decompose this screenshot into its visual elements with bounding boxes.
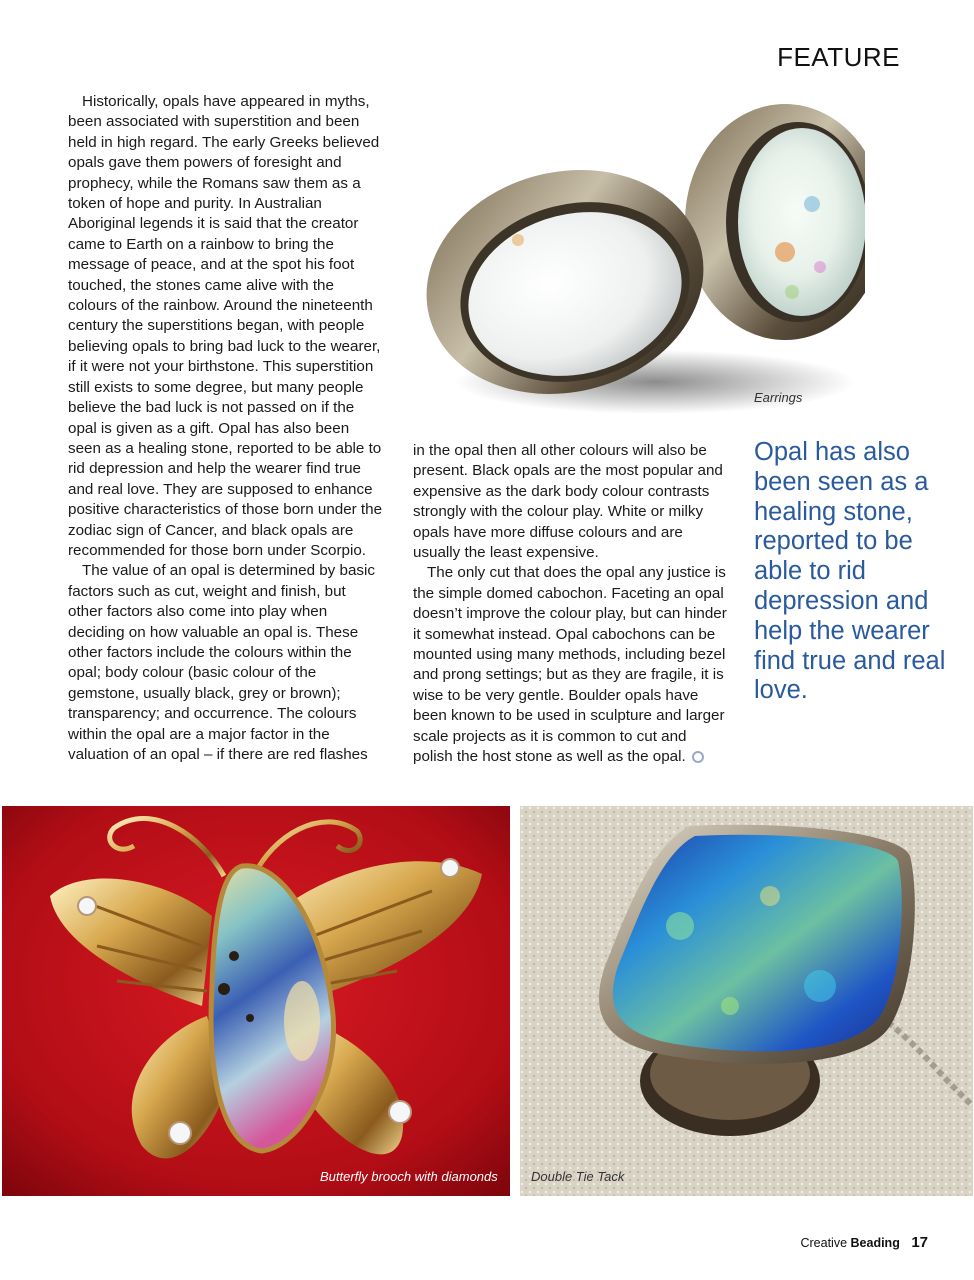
magazine-name-bold: Beading (850, 1236, 900, 1250)
pull-quote: Opal has also been seen as a healing stone, reported to be able to rid depression and help the wearer find true and real love. (754, 438, 946, 705)
butterfly-brooch-photo (2, 806, 510, 1196)
page-number: 17 (911, 1234, 928, 1251)
earrings-photo (420, 92, 865, 414)
section-label: FEATURE (777, 42, 900, 72)
end-of-article-icon (692, 751, 704, 763)
body-column-1 (68, 92, 384, 765)
paragraph: Historically, opals have appeared in myths, been associated with superstition and been held in high regard. The early Greeks believed opals gave them powers of foresight and prophecy, while the Romans saw them as a token of hope and purity. In Australian Aboriginal legends it is said that the creator came to Earth on a rainbow to bring the message of peace, and at the spot his foot touched, the stones came alive with the colours of the rainbow. Around the nineteenth century the superstitions began, with people believing opals to bring bad luck to the wearer, if it were not your birthstone. This superstition still exists to some degree, but many people believe the bad luck is not passed on if the opal is given as a gift. Opal has also been seen as a healing stone, reported to be able to rid depression and help the wearer find true and real love. They are supposed to enhance positive characteristics of those born under the zodiac sign of Cancer, and black opals are recommended for those born under Scorpio. (68, 93, 383, 559)
body-column-2 (413, 441, 729, 768)
tie-tack-photo (520, 806, 973, 1196)
paragraph: in the opal then all other colours will also be present. Black opals are the most popular and expensive as the dark body colour contrasts strongly with the colour play. White or milky opals have more diffuse colours and are usually the least expensive. (413, 442, 723, 562)
paragraph (413, 563, 729, 767)
paragraph-text: The only cut that does the opal any justice is the simple domed cabochon. Faceting an opal doesn’t improve the colour play, but can hinder it somewhat instead. Opal cabochons can be mounted using many methods, including bezel and prong settings; but as they are fragile, it is wise to be very gentle. Boulder opals have been known to be used in sculpture and larger scale projects as it is common to cut and polish the host stone as well as the opal. (413, 564, 727, 766)
paragraph: The value of an opal is determined by basic factors such as cut, weight and finish, but other factors also come into play when deciding on how valuable an opal is. These other factors include the colours within the opal; body colour (basic colour of the gemstone, usually black, grey or brown); transparency; and occurrence. The colours within the opal are a major factor in the valuation of an opal – if there are red flashes (68, 562, 375, 763)
earrings-caption: Earrings (754, 390, 803, 405)
magazine-name-regular: Creative (800, 1236, 848, 1250)
brooch-caption: Butterfly brooch with diamonds (320, 1169, 498, 1184)
tie-tack-caption: Double Tie Tack (531, 1169, 625, 1184)
page-footer (800, 1234, 928, 1251)
